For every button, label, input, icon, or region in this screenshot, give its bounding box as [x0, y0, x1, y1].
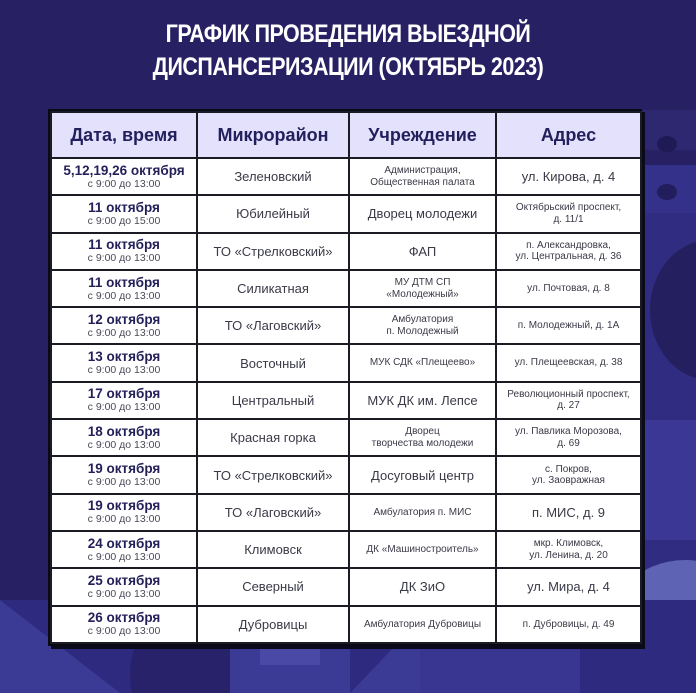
bg-dot-shape: [657, 136, 677, 152]
district-cell: [197, 307, 349, 344]
institution-cell: [349, 158, 496, 195]
column-header-district: Микрорайон: [197, 112, 349, 158]
institution-text: Администрация, Общественная палата: [370, 165, 475, 188]
date-cell: [51, 494, 197, 531]
address-cell: [496, 158, 641, 195]
date-text: 13 октября: [87, 349, 161, 365]
address-cell: [496, 568, 641, 605]
address-cell: [496, 344, 641, 381]
address-cell: [496, 307, 641, 344]
column-header-date: Дата, время: [51, 112, 197, 158]
district-cell: [197, 568, 349, 605]
table-row: [51, 195, 641, 232]
table-row: [51, 456, 641, 493]
date-cell: [51, 344, 197, 381]
date-cell: [51, 382, 197, 419]
district-text: Красная горка: [230, 430, 316, 446]
time-text: с 9:00 до 13:00: [87, 177, 161, 190]
address-text: мкр. Климовск, ул. Ленина, д. 20: [529, 538, 608, 561]
district-cell: [197, 270, 349, 307]
district-text: Климовск: [244, 542, 302, 558]
district-cell: [197, 195, 349, 232]
district-text: ТО «Лаговский»: [224, 504, 322, 520]
institution-cell: [349, 195, 496, 232]
time-text: с 9:00 до 13:00: [87, 289, 161, 302]
institution-cell: [349, 568, 496, 605]
date-cell: [51, 158, 197, 195]
schedule-table: [50, 111, 642, 644]
district-cell: [197, 606, 349, 643]
date-cell: [51, 270, 197, 307]
institution-text: Амбулатория Дубровицы: [363, 618, 482, 630]
table-row: [51, 344, 641, 381]
district-text: Северный: [242, 579, 304, 595]
institution-text: Досуговый центр: [371, 467, 474, 483]
table-row: [51, 419, 641, 456]
date-cell: [51, 568, 197, 605]
address-text: п. Молодежный, д. 1А: [517, 320, 620, 332]
address-cell: [496, 233, 641, 270]
district-text: Восточный: [240, 355, 306, 371]
district-text: ТО «Лаговский»: [224, 318, 322, 334]
institution-cell: [349, 307, 496, 344]
date-text: 11 октября: [88, 274, 160, 290]
date-text: 25 октября: [87, 572, 161, 588]
time-text: с 9:00 до 13:00: [87, 476, 161, 489]
title-line-1: ГРАФИК ПРОВЕДЕНИЯ ВЫЕЗДНОЙ: [165, 20, 531, 48]
table-row: [51, 158, 641, 195]
institution-cell: [349, 456, 496, 493]
institution-text: ДК «Машиностроитель»: [366, 543, 479, 555]
institution-cell: [349, 270, 496, 307]
table-header-row: [51, 112, 641, 158]
page-title: [49, 18, 648, 84]
time-text: с 9:00 до 13:00: [87, 326, 161, 339]
column-header-institution: Учреждение: [349, 112, 496, 158]
time-text: с 9:00 до 13:00: [87, 252, 161, 265]
date-cell: [51, 307, 197, 344]
time-text: с 9:00 до 13:00: [87, 513, 161, 526]
institution-text: Амбулатория п. Молодежный: [386, 314, 459, 337]
date-cell: [51, 233, 197, 270]
date-text: 19 октября: [87, 498, 161, 514]
address-text: ул. Кирова, д. 4: [521, 169, 616, 185]
address-cell: [496, 531, 641, 568]
institution-text: МУК ДК им. Лепсе: [367, 392, 478, 408]
date-text: 24 октября: [87, 535, 161, 551]
district-cell: [197, 456, 349, 493]
district-cell: [197, 344, 349, 381]
address-cell: [496, 494, 641, 531]
institution-cell: [349, 494, 496, 531]
table-row: [51, 494, 641, 531]
address-text: ул. Мира, д. 4: [527, 579, 610, 595]
bg-dot-shape: [657, 184, 677, 200]
table-row: [51, 233, 641, 270]
table-row: [51, 606, 641, 643]
date-cell: [51, 195, 197, 232]
time-text: с 9:00 до 13:00: [87, 438, 161, 451]
district-text: Юбилейный: [236, 206, 310, 222]
date-text: 26 октября: [87, 610, 161, 626]
institution-text: ФАП: [408, 243, 437, 259]
time-text: с 9:00 до 13:00: [87, 625, 161, 638]
time-text: с 9:00 до 13:00: [87, 364, 161, 377]
institution-cell: [349, 344, 496, 381]
institution-cell: [349, 606, 496, 643]
district-text: ТО «Стрелковский»: [213, 243, 333, 259]
date-cell: [51, 456, 197, 493]
district-cell: [197, 233, 349, 270]
table-row: [51, 307, 641, 344]
institution-text: ДК ЗиО: [399, 579, 446, 595]
institution-text: МУ ДТМ СП «Молодежный»: [386, 277, 459, 300]
date-text: 19 октября: [87, 461, 161, 477]
time-text: с 9:00 до 13:00: [87, 550, 161, 563]
table-row: [51, 531, 641, 568]
address-cell: [496, 382, 641, 419]
date-cell: [51, 531, 197, 568]
address-text: ул. Павлика Морозова, д. 69: [515, 426, 622, 449]
table-row: [51, 382, 641, 419]
date-text: 12 октября: [87, 311, 161, 327]
table-row: [51, 568, 641, 605]
district-text: Силикатная: [237, 281, 309, 297]
institution-cell: [349, 382, 496, 419]
date-text: 18 октября: [87, 423, 161, 439]
district-text: Центральный: [231, 392, 315, 408]
title-line-2: ДИСПАНСЕРИЗАЦИИ (ОКТЯБРЬ 2023): [152, 53, 544, 81]
address-cell: [496, 195, 641, 232]
district-cell: [197, 531, 349, 568]
address-text: п. МИС, д. 9: [531, 504, 606, 520]
address-text: Октябрьский проспект, д. 11/1: [515, 202, 622, 225]
institution-text: МУК СДК «Плещеево»: [369, 357, 476, 369]
date-text: 17 октября: [87, 386, 161, 402]
institution-cell: [349, 419, 496, 456]
address-text: с. Покров, ул. Заовражная: [532, 463, 605, 487]
address-cell: [496, 606, 641, 643]
date-text: 11 октября: [88, 199, 160, 215]
address-cell: [496, 456, 641, 493]
address-text: Революционный проспект, д. 27: [507, 388, 630, 412]
address-cell: [496, 419, 641, 456]
institution-text: Дворец молодежи: [367, 206, 478, 222]
district-cell: [197, 382, 349, 419]
time-text: с 9:00 до 13:00: [87, 401, 161, 414]
district-text: Дубровицы: [238, 616, 308, 632]
date-cell: [51, 606, 197, 643]
district-cell: [197, 419, 349, 456]
district-text: ТО «Стрелковский»: [213, 467, 333, 483]
time-text: с 9:00 до 13:00: [87, 587, 161, 600]
table-body: [51, 158, 641, 643]
district-text: Зеленовский: [234, 169, 312, 185]
institution-cell: [349, 233, 496, 270]
address-cell: [496, 270, 641, 307]
address-text: п. Дубровицы, д. 49: [522, 618, 615, 630]
district-cell: [197, 158, 349, 195]
date-cell: [51, 419, 197, 456]
address-text: ул. Плещеевская, д. 38: [514, 357, 623, 369]
address-text: п. Александровка, ул. Центральная, д. 36: [515, 239, 622, 263]
institution-text: Дворец творчества молодежи: [371, 426, 474, 449]
institution-cell: [349, 531, 496, 568]
column-header-address: Адрес: [496, 112, 641, 158]
institution-text: Амбулатория п. МИС: [373, 506, 472, 518]
address-text: ул. Почтовая, д. 8: [527, 282, 610, 294]
table-row: [51, 270, 641, 307]
schedule-table-container: [48, 109, 642, 646]
district-cell: [197, 494, 349, 531]
date-text: 5,12,19,26 октября: [63, 162, 185, 178]
date-text: 11 октября: [88, 237, 160, 253]
time-text: с 9:00 до 15:00: [87, 214, 161, 227]
